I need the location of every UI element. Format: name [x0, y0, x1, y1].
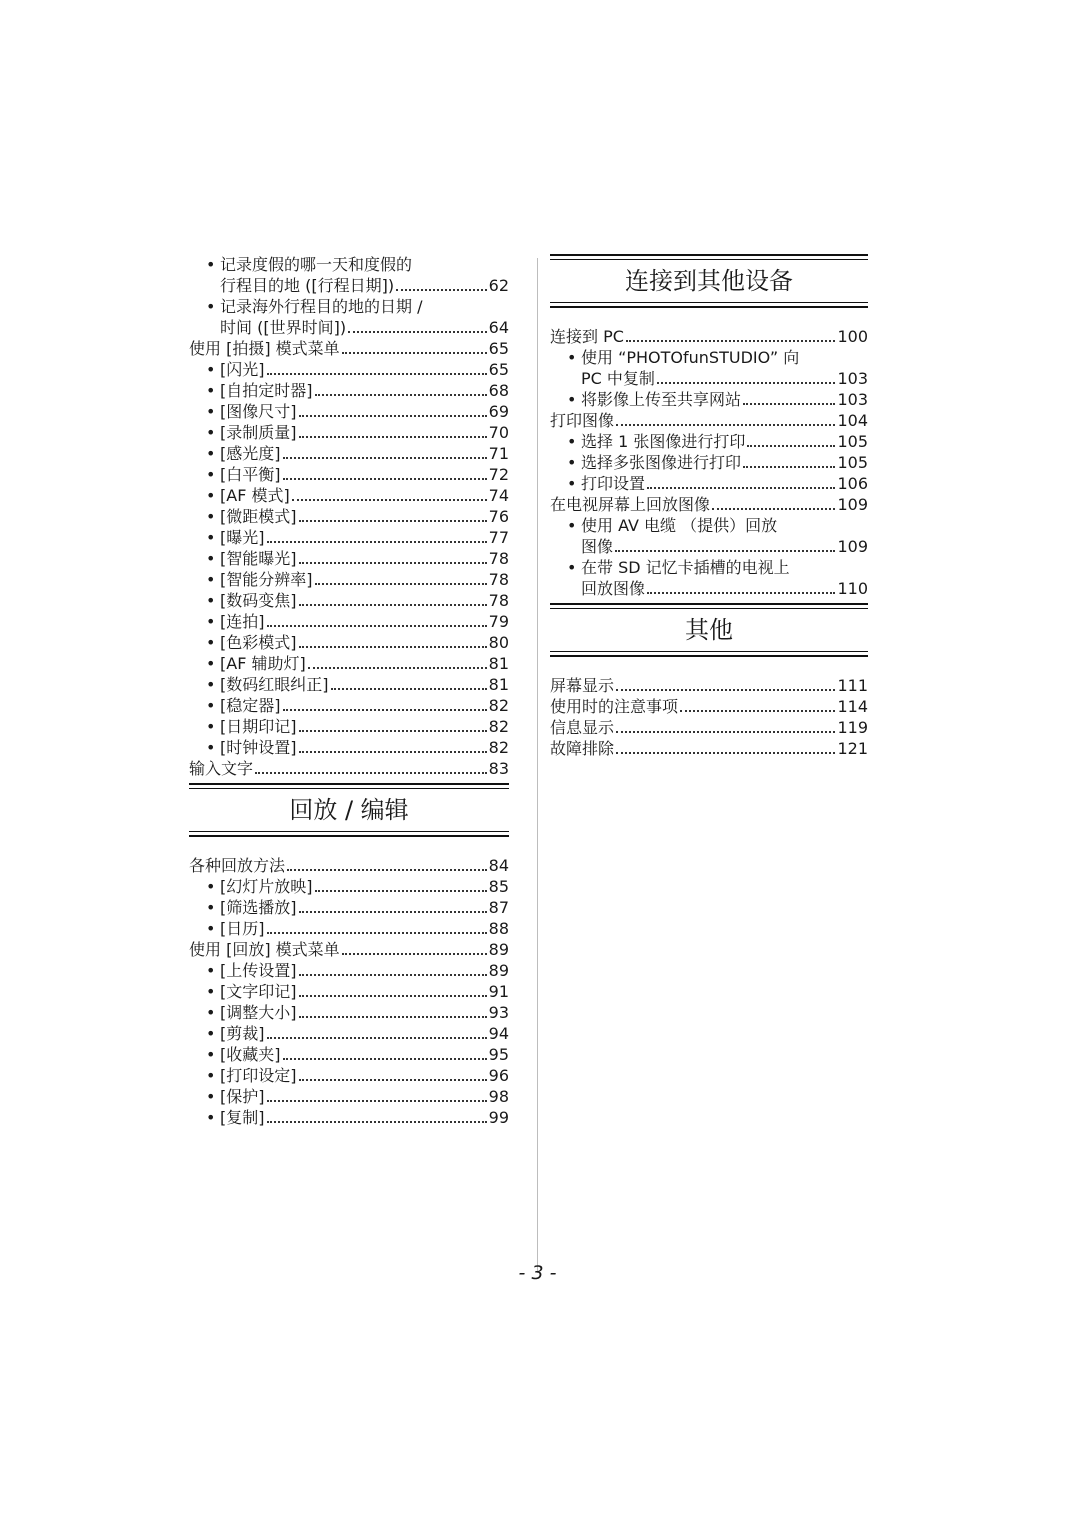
toc-entry[interactable] — [189, 897, 509, 918]
toc-entry[interactable] — [189, 443, 509, 464]
toc-page-number: 83 — [488, 759, 509, 778]
section-title-other: 其他 — [685, 616, 733, 644]
toc-entry-label: • [录制质量] — [206, 422, 297, 443]
toc-page-number: 93 — [488, 1003, 509, 1022]
toc-page-number: 103 — [837, 369, 868, 388]
toc-page-number: 71 — [488, 444, 509, 463]
toc-entry-line: • 使用 AV 电缆 （提供）回放 — [550, 515, 868, 536]
toc-entry-label: • [上传设置] — [206, 960, 297, 981]
dot-leader — [283, 1058, 487, 1060]
toc-entry-label: • [数码变焦] — [206, 590, 297, 611]
dot-leader — [299, 730, 487, 732]
toc-page-number: 91 — [488, 982, 509, 1001]
toc-entry[interactable] — [550, 389, 868, 410]
dot-leader — [283, 709, 487, 711]
toc-entry-label: • [图像尺寸] — [206, 401, 297, 422]
dot-leader — [299, 1079, 487, 1081]
section-rule-bottom — [550, 302, 868, 308]
toc-list-recording — [189, 254, 509, 779]
toc-entry-label: • [白平衡] — [206, 464, 281, 485]
toc-entry-label: • [闪光] — [206, 359, 265, 380]
toc-entry[interactable] — [189, 506, 509, 527]
toc-page-number: 109 — [837, 495, 868, 514]
toc-entry[interactable] — [550, 494, 868, 515]
toc-entry[interactable] — [189, 632, 509, 653]
toc-page-number: 88 — [488, 919, 509, 938]
toc-entry[interactable] — [189, 1107, 509, 1128]
toc-entry[interactable] — [189, 569, 509, 590]
dot-leader — [396, 289, 487, 291]
toc-entry[interactable] — [550, 536, 868, 557]
toc-entry[interactable] — [550, 696, 868, 717]
dot-leader — [267, 541, 487, 543]
toc-page-number: 99 — [488, 1108, 509, 1127]
dot-leader — [680, 710, 835, 712]
toc-entry-label: • [收藏夹] — [206, 1044, 281, 1065]
dot-leader — [616, 752, 835, 754]
dot-leader — [267, 1121, 487, 1123]
toc-page-number: 68 — [488, 381, 509, 400]
toc-entry[interactable] — [189, 653, 509, 674]
dot-leader — [292, 499, 487, 501]
toc-entry-label: 时间 ([世界时间]) — [220, 318, 347, 337]
toc-entry[interactable] — [550, 738, 868, 759]
toc-page-number: 78 — [488, 570, 509, 589]
toc-list-connect — [550, 326, 868, 599]
section-rule-bottom — [550, 651, 868, 657]
toc-entry[interactable] — [189, 1023, 509, 1044]
toc-entry[interactable] — [550, 410, 868, 431]
dot-leader — [255, 772, 487, 774]
toc-entry[interactable] — [550, 473, 868, 494]
dot-leader — [315, 394, 487, 396]
toc-entry-label: 行程目的地 ([行程日期]) — [220, 276, 395, 295]
toc-entry[interactable] — [189, 401, 509, 422]
toc-entry[interactable] — [550, 452, 868, 473]
dot-leader — [267, 1100, 487, 1102]
dot-leader — [287, 869, 487, 871]
toc-entry[interactable] — [189, 960, 509, 981]
toc-entry-label: PC 中复制 — [581, 369, 655, 388]
dot-leader — [712, 508, 835, 510]
toc-entry-label: • [调整大小] — [206, 1002, 297, 1023]
toc-entry[interactable] — [550, 578, 868, 599]
dot-leader — [308, 667, 487, 669]
toc-page-number: 80 — [488, 633, 509, 652]
dot-leader — [647, 487, 835, 489]
toc-page-number: 81 — [488, 654, 509, 673]
toc-entry-label: • [剪裁] — [206, 1023, 265, 1044]
dot-leader — [267, 373, 487, 375]
toc-page-number: 109 — [837, 537, 868, 556]
toc-page-number: 119 — [837, 718, 868, 737]
toc-page-number: 78 — [488, 591, 509, 610]
toc-entry[interactable] — [189, 611, 509, 632]
toc-page-number: 103 — [837, 390, 868, 409]
toc-page-number: 121 — [837, 739, 868, 758]
toc-entry[interactable] — [189, 758, 509, 779]
toc-page-number: 104 — [837, 411, 868, 430]
dot-leader — [616, 689, 835, 691]
toc-entry[interactable] — [189, 527, 509, 548]
dot-leader — [299, 520, 487, 522]
dot-leader — [299, 995, 487, 997]
toc-entry[interactable] — [189, 1044, 509, 1065]
toc-page-number: 114 — [837, 697, 868, 716]
dot-leader — [743, 403, 835, 405]
toc-entry-label: 使用 [拍摄] 模式菜单 — [189, 339, 340, 358]
dot-leader — [267, 625, 487, 627]
dot-leader — [267, 932, 487, 934]
toc-page-number: 89 — [488, 940, 509, 959]
toc-page-number: 65 — [488, 360, 509, 379]
toc-list-other — [550, 675, 868, 759]
toc-entry[interactable] — [189, 464, 509, 485]
toc-entry-label: • [日期印记] — [206, 716, 297, 737]
toc-entry-label: • [文字印记] — [206, 981, 297, 1002]
toc-entry-label: • [复制] — [206, 1107, 265, 1128]
toc-entry-label: 图像 — [581, 537, 614, 556]
toc-entry-line: • 记录海外行程目的地的日期 / — [189, 296, 509, 317]
toc-entry-label: 打印图像 — [550, 411, 615, 430]
toc-entry-label: • [连拍] — [206, 611, 265, 632]
page-number: - 3 - — [518, 1262, 557, 1284]
dot-leader — [747, 445, 835, 447]
toc-page-number: 64 — [488, 318, 509, 337]
toc-page-number: 105 — [837, 453, 868, 472]
toc-page-number: 81 — [488, 675, 509, 694]
toc-entry-label: • [自拍定时器] — [206, 380, 313, 401]
toc-entry-label: 使用 [回放] 模式菜单 — [189, 940, 340, 959]
toc-page-number: 100 — [837, 327, 868, 346]
toc-entry-label: • [幻灯片放映] — [206, 876, 313, 897]
toc-entry-label: • [智能曝光] — [206, 548, 297, 569]
toc-entry-label: • [筛选播放] — [206, 897, 297, 918]
toc-entry-line: • 记录度假的哪一天和度假的 — [189, 254, 509, 275]
dot-leader — [657, 382, 836, 384]
toc-entry[interactable] — [189, 855, 509, 876]
toc-page-number: 62 — [488, 276, 509, 295]
dot-leader — [283, 457, 487, 459]
toc-page-number: 82 — [488, 717, 509, 736]
toc-page-number: 82 — [488, 696, 509, 715]
toc-entry-label: • 选择多张图像进行打印 — [567, 452, 741, 473]
toc-entry[interactable] — [550, 431, 868, 452]
toc-entry-label: • [打印设定] — [206, 1065, 297, 1086]
dot-leader — [626, 340, 836, 342]
toc-entry[interactable] — [189, 359, 509, 380]
toc-page-number: 96 — [488, 1066, 509, 1085]
toc-page-number: 69 — [488, 402, 509, 421]
toc-entry[interactable] — [550, 368, 868, 389]
toc-entry-label: • [微距模式] — [206, 506, 297, 527]
toc-entry-label: 屏幕显示 — [550, 676, 615, 695]
toc-entry[interactable] — [189, 918, 509, 939]
toc-page-number: 76 — [488, 507, 509, 526]
dot-leader — [299, 911, 487, 913]
toc-list-playback — [189, 855, 509, 1128]
left-column — [189, 254, 509, 1128]
toc-page-number: 106 — [837, 474, 868, 493]
dot-leader — [615, 550, 835, 552]
dot-leader — [299, 1016, 487, 1018]
toc-entry[interactable] — [189, 548, 509, 569]
dot-leader — [315, 583, 487, 585]
toc-page-number: 111 — [837, 676, 868, 695]
dot-leader — [299, 562, 487, 564]
toc-entry-line: • 使用 “PHOTOfunSTUDIO” 向 — [550, 347, 868, 368]
toc-entry[interactable] — [189, 380, 509, 401]
right-column — [550, 254, 868, 759]
toc-entry-label: • 将影像上传至共享网站 — [567, 389, 741, 410]
dot-leader — [299, 974, 487, 976]
toc-entry[interactable] — [550, 675, 868, 696]
toc-entry-label: 各种回放方法 — [189, 856, 286, 875]
toc-page-number: 105 — [837, 432, 868, 451]
toc-entry[interactable] — [189, 939, 509, 960]
section-rule-bottom — [189, 831, 509, 837]
toc-page-number: 87 — [488, 898, 509, 917]
dot-leader — [348, 331, 487, 333]
toc-page-number: 89 — [488, 961, 509, 980]
toc-entry-label: 回放图像 — [581, 579, 646, 598]
toc-entry-label: • [数码红眼纠正] — [206, 674, 329, 695]
toc-entry-label: • [时钟设置] — [206, 737, 297, 758]
toc-entry[interactable] — [189, 1002, 509, 1023]
dot-leader — [315, 890, 487, 892]
toc-entry-label: • 打印设置 — [567, 473, 645, 494]
toc-entry-label: • [曝光] — [206, 527, 265, 548]
dot-leader — [299, 604, 487, 606]
dot-leader — [299, 415, 487, 417]
toc-entry-label: 信息显示 — [550, 718, 615, 737]
toc-page-number: 78 — [488, 549, 509, 568]
dot-leader — [299, 646, 487, 648]
dot-leader — [299, 436, 487, 438]
dot-leader — [331, 688, 487, 690]
toc-entry[interactable] — [189, 737, 509, 758]
toc-page-number: 74 — [488, 486, 509, 505]
toc-entry[interactable] — [189, 275, 509, 296]
toc-page-number: 70 — [488, 423, 509, 442]
toc-entry-label: • [智能分辨率] — [206, 569, 313, 590]
toc-entry-label: 故障排除 — [550, 739, 615, 758]
toc-entry-label: • [AF 辅助灯] — [206, 653, 306, 674]
dot-leader — [283, 478, 487, 480]
section-title-connect: 连接到其他设备 — [625, 267, 793, 295]
dot-leader — [616, 424, 835, 426]
column-divider — [537, 258, 538, 1273]
toc-entry-label: • [日历] — [206, 918, 265, 939]
toc-entry-label: • [AF 模式] — [206, 485, 290, 506]
toc-entry-label: 使用时的注意事项 — [550, 697, 679, 716]
toc-page-number: 77 — [488, 528, 509, 547]
dot-leader — [342, 352, 487, 354]
toc-entry[interactable] — [189, 590, 509, 611]
toc-entry-label: • [保护] — [206, 1086, 265, 1107]
dot-leader — [267, 1037, 487, 1039]
toc-page-number: 98 — [488, 1087, 509, 1106]
toc-entry[interactable] — [189, 674, 509, 695]
toc-entry-label: • [色彩模式] — [206, 632, 297, 653]
toc-entry[interactable] — [189, 716, 509, 737]
section-title-playback-edit: 回放 / 编辑 — [289, 796, 409, 824]
dot-leader — [616, 731, 835, 733]
toc-page-number: 72 — [488, 465, 509, 484]
toc-entry[interactable] — [189, 1086, 509, 1107]
toc-entry[interactable] — [189, 981, 509, 1002]
toc-entry-line: • 在带 SD 记忆卡插槽的电视上 — [550, 557, 868, 578]
toc-entry-label: • 选择 1 张图像进行打印 — [567, 431, 745, 452]
toc-page-number: 94 — [488, 1024, 509, 1043]
toc-entry-label: • [稳定器] — [206, 695, 281, 716]
section-playback-edit — [189, 783, 509, 837]
toc-page-number: 82 — [488, 738, 509, 757]
toc-entry[interactable] — [189, 695, 509, 716]
toc-entry[interactable] — [189, 317, 509, 338]
dot-leader — [743, 466, 835, 468]
toc-entry-label: • [感光度] — [206, 443, 281, 464]
toc-page-number: 95 — [488, 1045, 509, 1064]
toc-page-number: 110 — [837, 579, 868, 598]
toc-page-number: 79 — [488, 612, 509, 631]
dot-leader — [647, 592, 835, 594]
toc-entry[interactable] — [189, 338, 509, 359]
toc-entry-label: 输入文字 — [189, 759, 254, 778]
dot-leader — [342, 953, 487, 955]
toc-entry[interactable] — [189, 422, 509, 443]
toc-page-number: 65 — [488, 339, 509, 358]
toc-entry[interactable] — [550, 717, 868, 738]
dot-leader — [299, 751, 487, 753]
toc-entry[interactable] — [189, 1065, 509, 1086]
toc-entry[interactable] — [189, 485, 509, 506]
section-connect — [550, 254, 868, 308]
toc-entry-label: 在电视屏幕上回放图像 — [550, 495, 711, 514]
section-other — [550, 603, 868, 657]
toc-entry[interactable] — [550, 326, 868, 347]
toc-page-number: 85 — [488, 877, 509, 896]
toc-page-number: 84 — [488, 856, 509, 875]
toc-entry[interactable] — [189, 876, 509, 897]
toc-entry-label: 连接到 PC — [550, 327, 624, 346]
